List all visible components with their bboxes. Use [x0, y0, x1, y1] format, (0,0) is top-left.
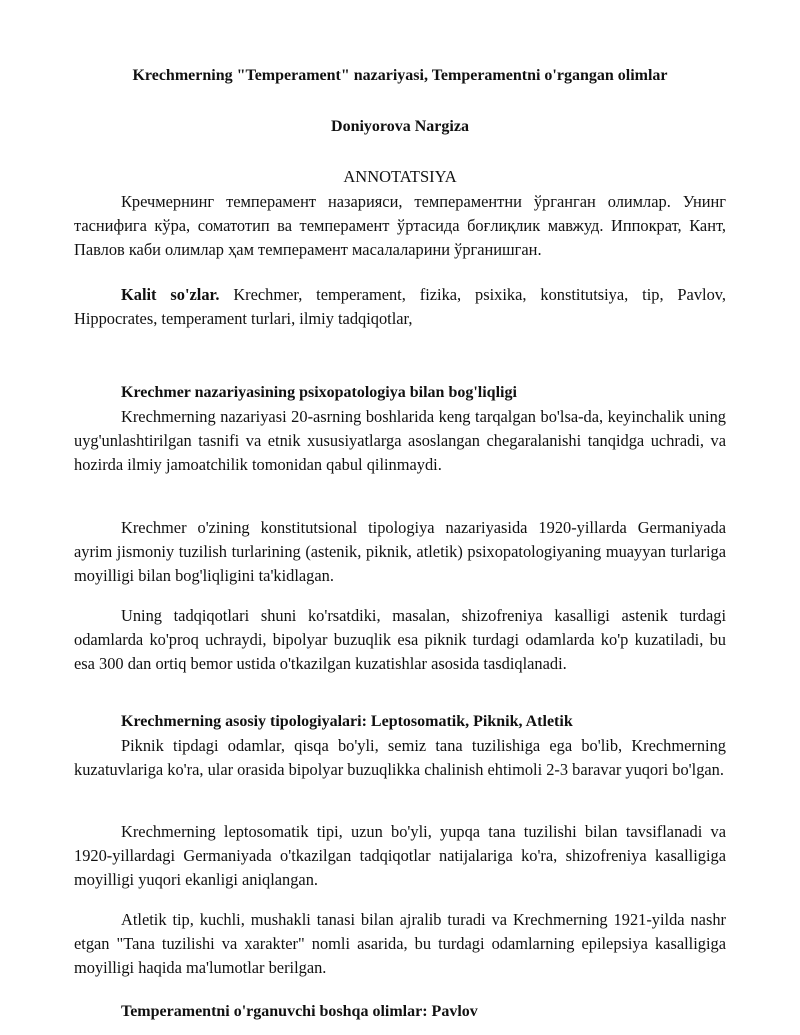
section2-paragraph: Atletik tip, kuchli, mushakli tanasi bilan ajralib turadi va Krechmerning 1921-yilda nashr etgan "Tana tuzilishi va xarakter" nomli asarida, bu turdagi odamlarning epilepsiya kasalligiga moyilligi haqida ma'lumotlar berilgan. — [74, 910, 726, 977]
section2-paragraph: Piknik tipdagi odamlar, qisqa bo'yli, semiz tana tuzilishiga ega bo'lib, Krechmerning kuzatuvlariga ko'ra, ular orasida bipolyar buzuqlikka chalinish ehtimoli 2-3 baravar yuqori bo'lgan. — [74, 736, 726, 779]
document-title: Krechmerning "Temperament" nazariyasi, Temperamentni o'rgangan olimlar — [132, 67, 668, 84]
keywords-paragraph — [74, 283, 726, 331]
section-heading-psychopathology: Krechmer nazariyasining psixopatologiya bilan bog'liqligi — [121, 384, 517, 401]
annotation-text: Кречмернинг темперамент назарияси, темпераментни ўрганган олимлар. Унинг таснифига кўра, соматотип ва темперамент ўртасида боғлиқлик мавжуд. Иппократ, Кант, Павлов каби олимлар ҳам темперамент масалаларини ўрганишган. — [74, 192, 726, 259]
keywords-label: Kalit so'zlar. — [121, 285, 220, 304]
author-name: Doniyorova Nargiza — [331, 118, 469, 135]
section1-paragraph: Krechmerning nazariyasi 20-asrning boshlarida keng tarqalgan bo'lsa-da, keyinchalik uning uyg'unlashtirilgan tasnifi va etnik xususiyatlarga asoslangan chegaralanishi tanqidga uchradi, va hozirda ilmiy jamoatchilik tomonidan qabul qilinmaydi. — [74, 407, 726, 474]
section-heading-typologies: Krechmerning asosiy tipologiyalari: Leptosomatik, Piknik, Atletik — [121, 713, 573, 730]
section-heading-other-scientists: Temperamentni o'rganuvchi boshqa olimlar: Pavlov — [121, 1003, 478, 1020]
section2-paragraph: Krechmerning leptosomatik tipi, uzun bo'yli, yupqa tana tuzilishi bilan tavsiflanadi va 1920-yillardagi Germaniyada o'tkazilgan tadqiqotlar natijalariga ko'ra, shizofreniya kasalligiga moyilligi yuqori ekanligi aniqlangan. — [74, 822, 726, 889]
section1-paragraph: Krechmer o'zining konstitutsional tipologiya nazariyasida 1920-yillarda Germaniyada ayrim jismoniy tuzilish turlarining (astenik, piknik, atletik) psixopatologiyaning muayyan turlariga moyilligi bilan bog'liqligini ta'kidlagan. — [74, 518, 726, 585]
section1-paragraph: Uning tadqiqotlari shuni ko'rsatdiki, masalan, shizofreniya kasalligi astenik turdagi odamlarda ko'proq uchraydi, bipolyar buzuqlik esa piknik turdagi odamlarda ko'p kuzatiladi, bu esa 300 dan ortiq bemor ustida o'tkazilgan kuzatishlar asosida tasdiqlanadi. — [74, 606, 726, 673]
keywords-text: Krechmer, temperament, fizika, psixika, konstitutsiya, tip, Pavlov, Hippocrates, temperament turlari, ilmiy tadqiqotlar, — [74, 285, 726, 328]
annotation-heading: ANNOTATSIYA — [343, 167, 457, 186]
